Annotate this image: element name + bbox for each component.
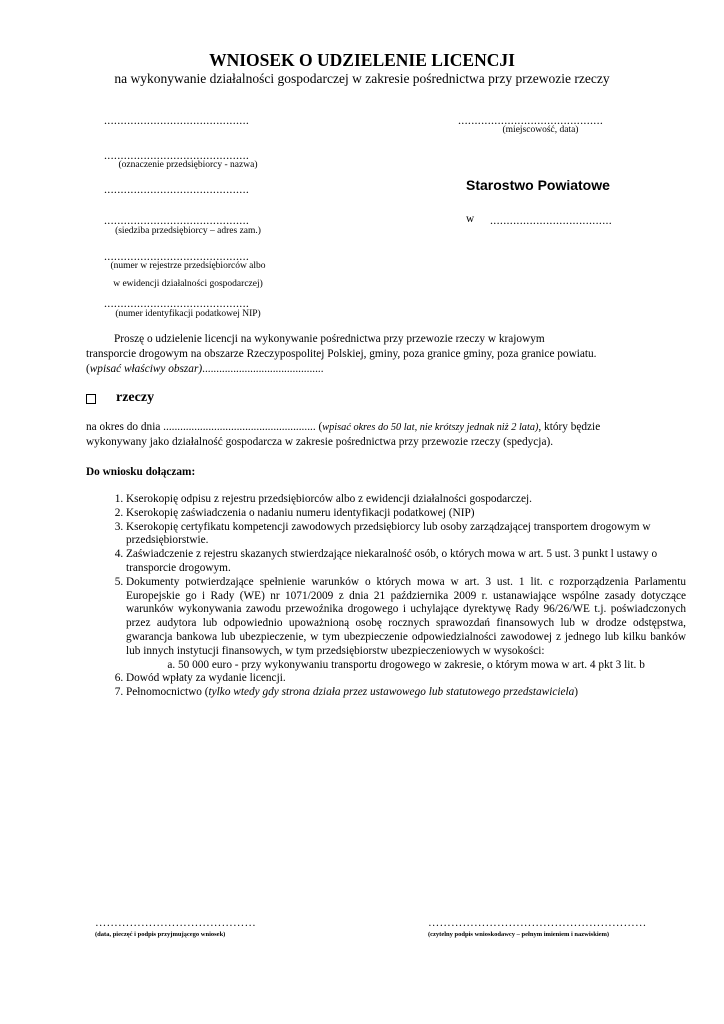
attachment-item-2: 2. Kserokopię zaświadczenia o nadaniu numeru identyfikacji podatkowej (NIP): [126, 507, 686, 521]
rzeczy-checkbox[interactable]: [86, 394, 96, 404]
applicant-field-3[interactable]: ............................................: [104, 182, 250, 196]
period-hint: wpisać okres do 50 lat, nie krótszy jednak niż 2 lata): [322, 422, 539, 433]
attachment-sublist: [126, 659, 686, 673]
attachment-item-4: 4. Zaświadczenie z rejestru skazanych stwierdzające niekaralność osób, o których mowa w art. 5 ust. 3 punkt l ustawy o transporcie drogowym.: [126, 548, 686, 576]
attachment-item-3: 3. Kserokopię certyfikatu kompetencji zawodowych przedsiębiorcy lub osoby zarządzającej transportem drogowym w przedsiębiorstwie.: [126, 521, 686, 549]
period-suffix: , który będzie: [538, 421, 601, 433]
applicant-register-caption-2: w ewidencji działalności gospodarczej): [113, 279, 263, 289]
place-date-caption: (miejscowość, data): [502, 125, 579, 135]
attachments-list: [90, 493, 686, 700]
request-line-3-open: (: [86, 363, 90, 375]
attachments-heading: Do wniosku dołączam:: [86, 466, 196, 478]
applicant-register-caption-1: (numer w rejestrze przedsiębiorców albo: [110, 261, 266, 271]
recipient-w-label: w: [466, 213, 475, 225]
applicant-nip-field[interactable]: ............................................: [104, 296, 250, 310]
document-title: WNIOSEK O UDZIELENIE LICENCJI: [209, 50, 515, 70]
request-area-hint: wpisać właściwy obszar): [89, 363, 203, 375]
period-line-2: wykonywany jako działalność gospodarcza w zakresie pośrednictwa przy przewozie rzeczy (spedycja).: [86, 436, 554, 448]
request-area-field[interactable]: ...........................................: [202, 363, 324, 375]
applicant-address-caption: (siedziba przedsiębiorcy – adres zam.): [115, 226, 261, 236]
recipient-organization: Starostwo Powiatowe: [466, 177, 610, 193]
receiver-signature-field[interactable]: ……………………………………: [95, 917, 256, 929]
applicant-signature-caption: (czytelny podpis wnioskodawcy – pełnym imieniem i nazwiskiem): [428, 931, 610, 938]
applicant-name-field[interactable]: ............................................: [104, 148, 250, 162]
period-line-1: [86, 421, 600, 433]
document-subtitle: na wykonywanie działalności gospodarczej w zakresie pośrednictwa przy przewozie rzeczy: [114, 71, 610, 86]
rzeczy-label: rzeczy: [116, 390, 155, 405]
period-prefix: na okres do dnia ...................................................... (: [86, 421, 323, 433]
applicant-field-1[interactable]: ............................................: [104, 113, 250, 127]
place-date-field[interactable]: ............................................: [458, 113, 604, 127]
request-line-2: transporcie drogowym na obszarze Rzeczypospolitej Polskiej, gminy, poza granice gminy, poza granice powiatu.: [86, 348, 597, 360]
applicant-address-field[interactable]: ............................................: [104, 213, 250, 227]
applicant-register-field[interactable]: ............................................: [104, 249, 250, 263]
applicant-name-caption: (oznaczenie przedsiębiorcy - nazwa): [118, 160, 258, 170]
attachment-item-6: 6. Dowód wpłaty za wydanie licencji.: [126, 672, 686, 686]
receiver-signature-caption: (data, pieczęć i podpis przyjmującego wniosek): [95, 931, 226, 938]
applicant-nip-caption: (numer identyfikacji podatkowej NIP): [115, 309, 261, 319]
attachment-item-1: 1. Kserokopię odpisu z rejestru przedsiębiorców albo z ewidencji działalności gospodarczej.: [126, 493, 686, 507]
request-line-1: Proszę o udzielenie licencji na wykonywanie pośrednictwa przy przewozie rzeczy w krajowym: [114, 333, 545, 345]
applicant-signature-field[interactable]: …………………………………………………: [428, 917, 647, 929]
attachment-item-7: 7. Pełnomocnictwo (tylko wtedy gdy strona działa przez ustawowego lub statutowego przedstawiciela): [126, 686, 686, 700]
recipient-location-field[interactable]: .....................................: [490, 213, 613, 227]
attachment-subitem-a: a. 50 000 euro - przy wykonywaniu transportu drogowego w zakresie, o którym mowa w art. 4 pkt 3 lit. b: [178, 659, 686, 673]
attachment-item-5: 5. Dokumenty potwierdzające spełnienie warunków o których mowa w art. 3 ust. 1 lit. c rozporządzenia Parlamentu Europejskie go i Rady (WE) nr 1071/2009 z dnia 21 października 2009 r. ustanawiające wspólne zasady dotyczące warunków wykonywania zawodu przewoźnika drogowego i uchylające dyrektywę Rady 96/26/WE t.j. poświadczonych przez audytora lub odpowiednio upoważnioną osobę rocznych sprawozdań finansowych lub w drodze odstępstwa, gwarancja bankowa lub ubezpieczenie, w tym ubezpieczenie odpowiedzialności zawodowej z jednego lub kilku banków lub innych instytucji finansowych, w tym przedsiębiorstw ubezpieczeniowych w wysokości: a. 50 000 euro - przy wykonywaniu transportu drogowego w zakresie, o którym mowa w art. 4 pkt 3 lit. b: [126, 576, 686, 673]
request-line-3: [86, 362, 324, 377]
